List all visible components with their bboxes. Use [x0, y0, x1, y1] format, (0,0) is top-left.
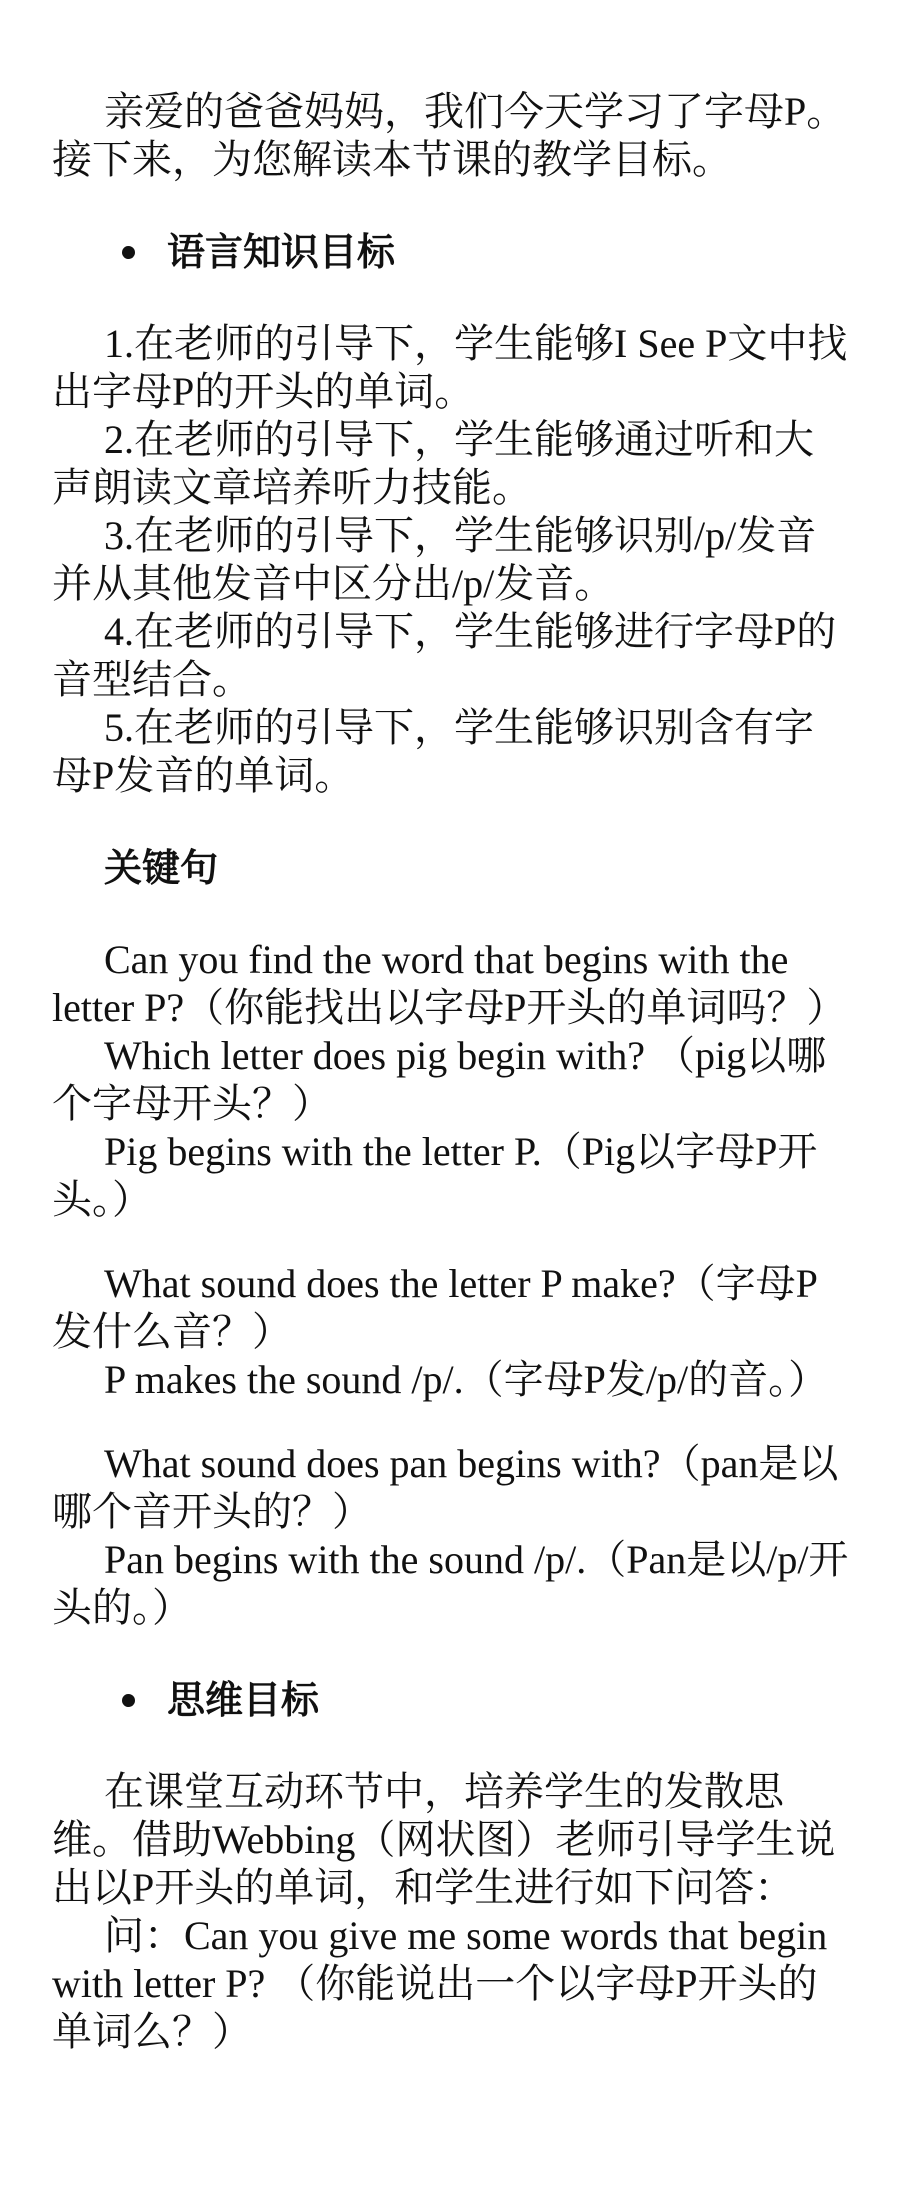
key-sentences-heading: 关键句 — [104, 846, 219, 890]
section-heading-label: 思维目标 — [167, 1678, 320, 1722]
goal-item: 5.在老师的引导下，学生能够识别含有字母P发音的单词。 — [52, 705, 814, 798]
key-sentence: What sound does the letter P make?（字母P发什么音？） — [52, 1261, 818, 1354]
key-sentence: Pan begins with the sound /p/.（Pan是以/p/开头的。） — [52, 1537, 849, 1630]
goal-item: 1.在老师的引导下，学生能够I See P文中找出字母P的开头的单词。 — [52, 321, 848, 414]
thinking-goal-paragraph: 在课堂互动环节中，培养学生的发散思维。借助Webbing（网状图）老师引导学生说出以P开头的单词，和学生进行如下问答： — [52, 1769, 836, 1910]
key-sentence: What sound does pan begins with?（pan是以哪个音开头的？） — [52, 1441, 839, 1534]
section-heading-label: 语言知识目标 — [167, 230, 396, 274]
language-goals-list — [52, 320, 853, 800]
intro-paragraph: 亲爱的爸爸妈妈，我们今天学习了字母P。接下来，为您解读本节课的教学目标。 — [52, 89, 847, 182]
key-sentences-group — [52, 1440, 853, 1632]
bullet-icon — [122, 1694, 135, 1707]
key-sentences-group — [52, 936, 853, 1224]
section-heading-thinking-goals — [52, 1676, 853, 1724]
key-sentence: Which letter does pig begin with? （pig以哪个字母开头？） — [52, 1033, 827, 1126]
key-sentence: Can you find the word that begins with the letter P?（你能找出以字母P开头的单词吗？） — [52, 937, 847, 1030]
bullet-icon — [122, 246, 135, 259]
goal-item: 4.在老师的引导下，学生能够进行字母P的音型结合。 — [52, 609, 837, 702]
goal-item: 3.在老师的引导下，学生能够识别/p/发音并从其他发音中区分出/p/发音。 — [52, 513, 817, 606]
key-sentence: P makes the sound /p/.（字母P发/p/的音。） — [104, 1357, 829, 1402]
thinking-goal-question: 问：Can you give me some words that begin with letter P? （你能说出一个以字母P开头的单词么？） — [52, 1913, 828, 2054]
goal-item: 2.在老师的引导下，学生能够通过听和大声朗读文章培养听力技能。 — [52, 417, 814, 510]
section-heading-language-goals — [52, 228, 853, 276]
key-sentence: Pig begins with the letter P.（Pig以字母P开头。） — [52, 1129, 818, 1222]
key-sentences-group — [52, 1260, 853, 1404]
